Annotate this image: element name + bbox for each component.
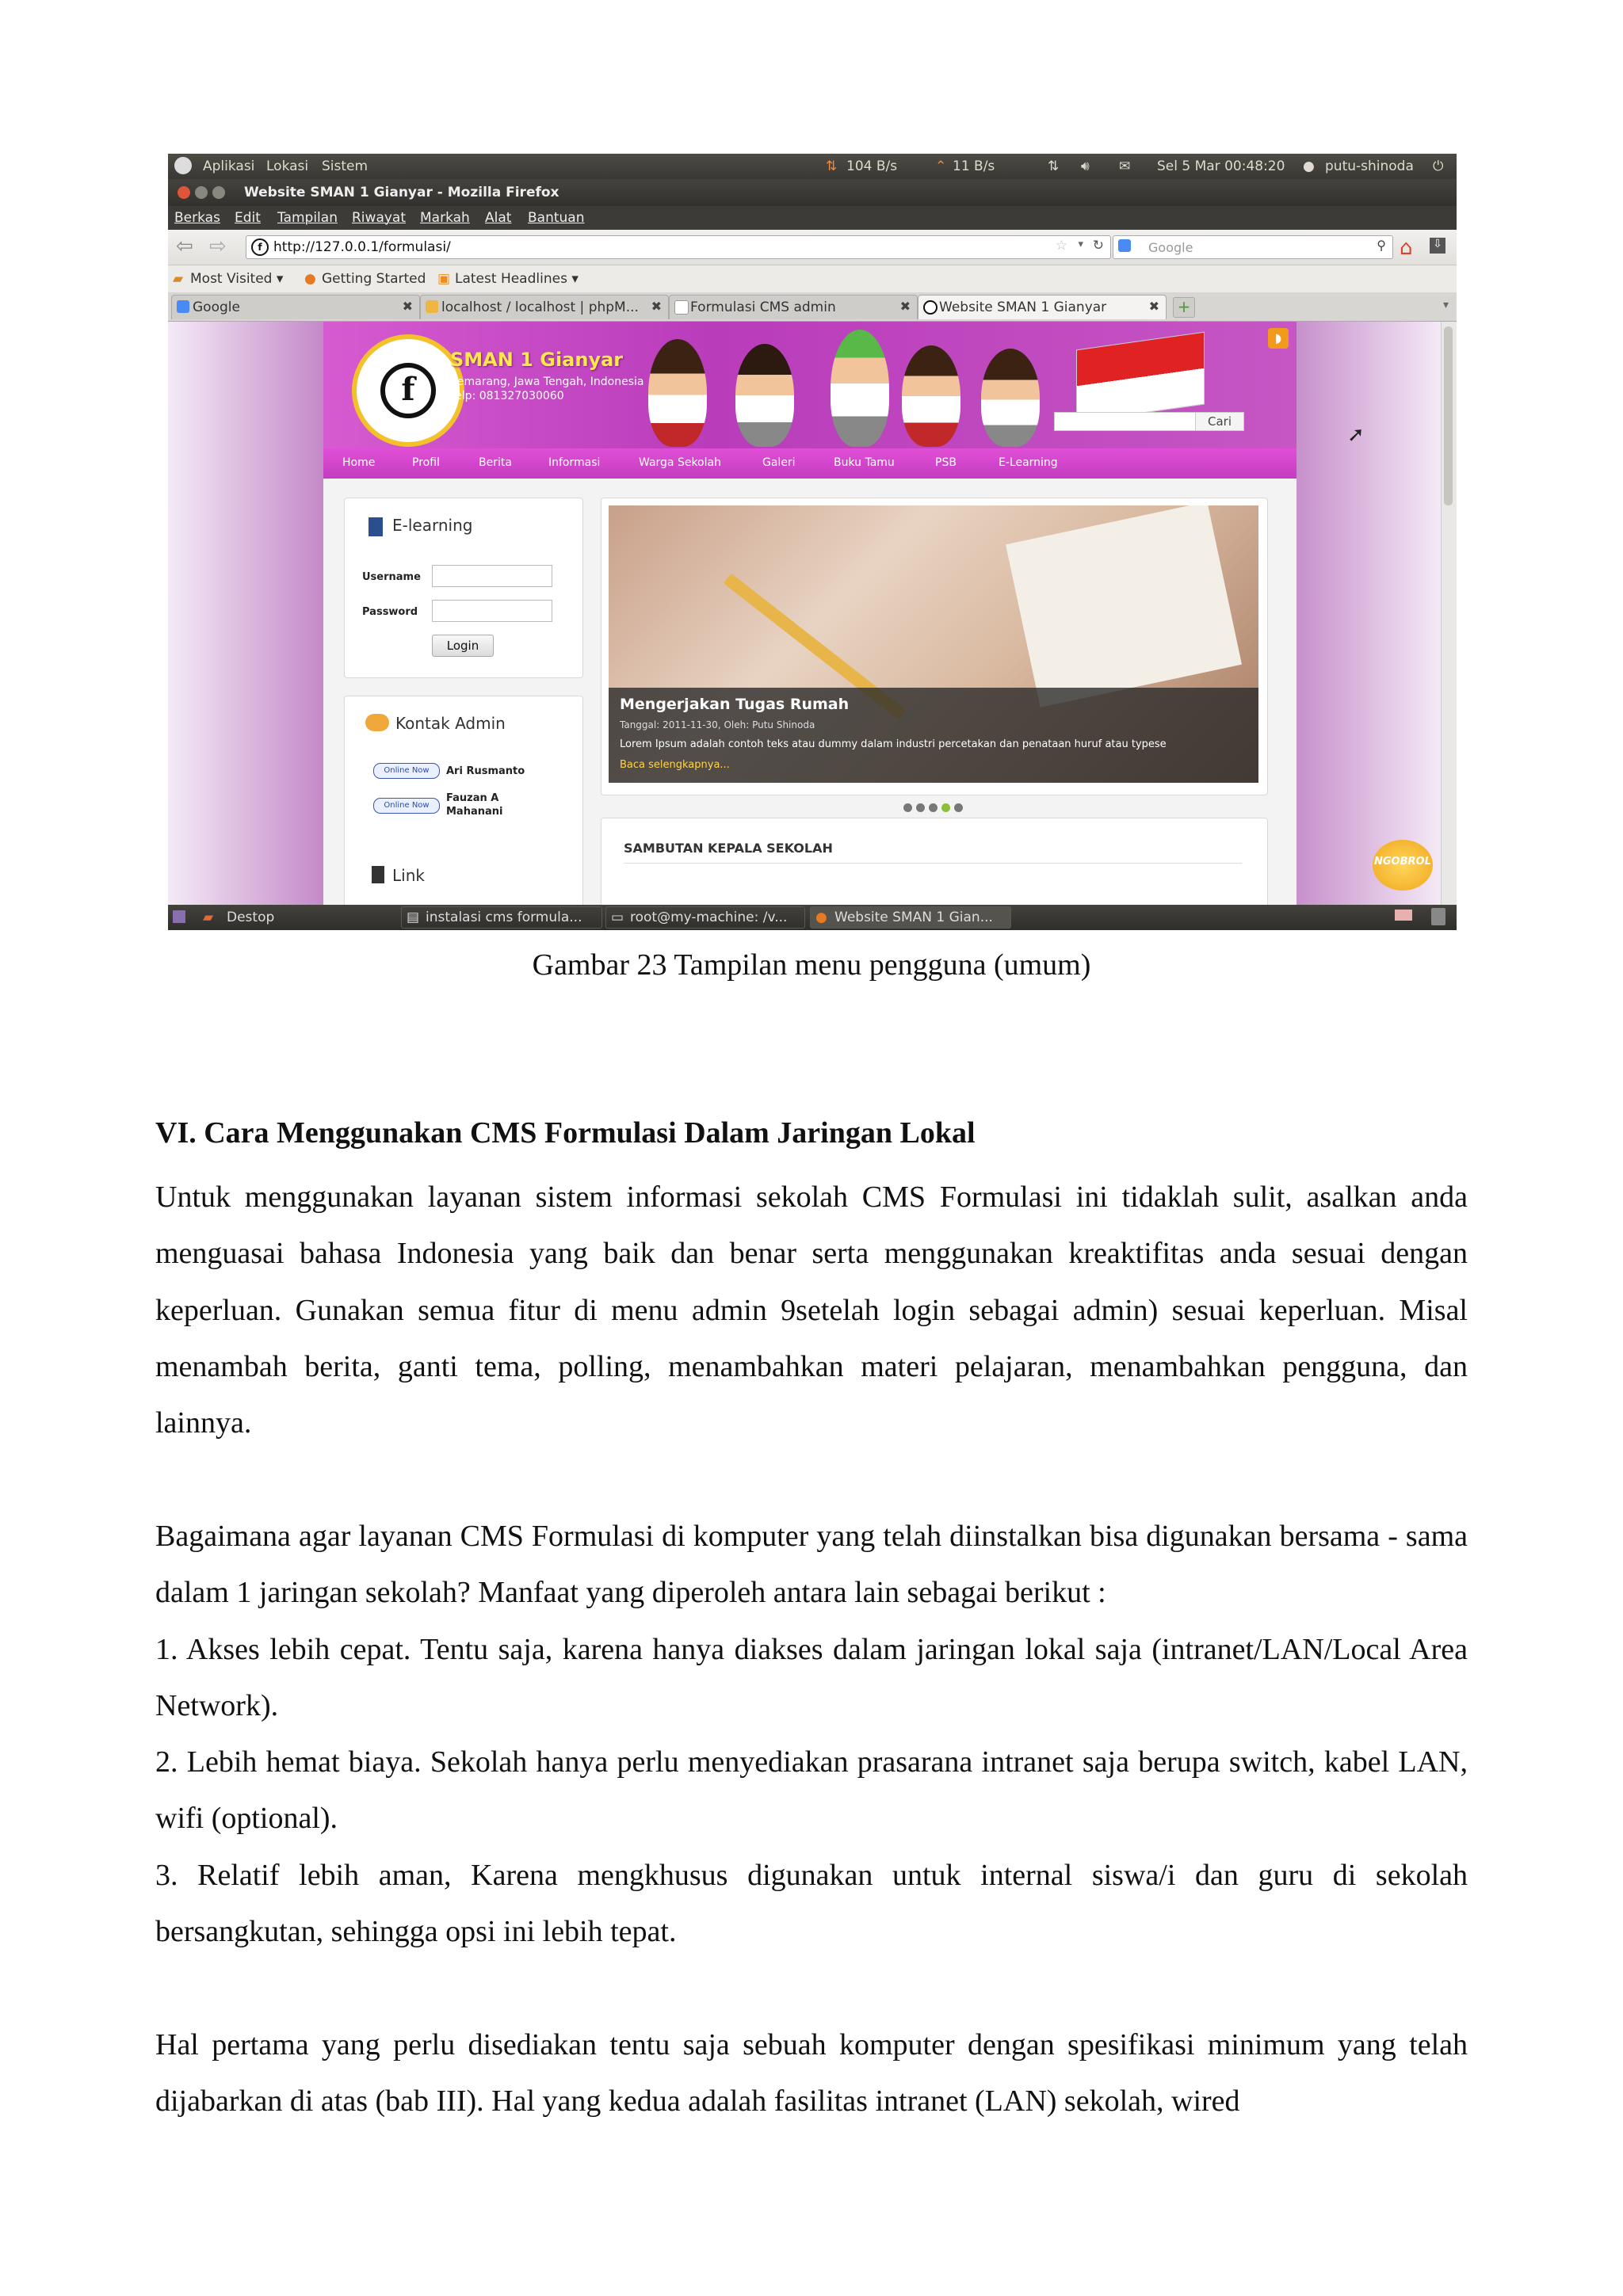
menu-tampilan[interactable]: Tampilan <box>277 210 338 226</box>
dropdown-icon[interactable]: ▾ <box>1078 238 1083 250</box>
net-up-speed: 11 B/s <box>953 158 995 174</box>
bookmark-star-icon[interactable]: ☆ <box>1055 238 1067 254</box>
volume-icon[interactable]: 🔊︎ <box>1081 158 1090 174</box>
search-placeholder: Google <box>1148 240 1193 255</box>
search-bar[interactable] <box>1113 235 1393 259</box>
cartoon-student-image <box>735 344 794 447</box>
menu-berkas[interactable]: Berkas <box>174 210 220 226</box>
task-firefox[interactable]: ● Website SMAN 1 Gian... <box>810 906 1011 929</box>
close-tab-icon[interactable]: ✖ <box>899 299 911 314</box>
slide-dot[interactable] <box>954 803 963 812</box>
site-header <box>323 322 1296 448</box>
panel-menu-aplikasi[interactable]: Aplikasi <box>203 158 255 174</box>
admin-name: Ari Rusmanto <box>446 765 525 777</box>
login-button[interactable]: Login <box>432 635 494 657</box>
task-instalasi[interactable]: ▤ instalasi cms formula... <box>401 906 602 929</box>
close-icon[interactable] <box>178 186 190 199</box>
menu-markah[interactable]: Markah <box>420 210 470 226</box>
tab-website-sman[interactable] <box>918 295 1167 319</box>
menu-edit[interactable]: Edit <box>235 210 261 226</box>
maximize-icon[interactable] <box>212 186 225 199</box>
tab-list-icon[interactable]: ▾ <box>1442 299 1449 311</box>
downloads-icon[interactable]: ⇩ <box>1430 238 1445 254</box>
online-status-badge[interactable]: Online Now <box>373 763 440 779</box>
panel-menu-sistem[interactable]: Sistem <box>322 158 369 174</box>
bookmark-getting-started[interactable]: Getting Started <box>322 271 426 287</box>
list-item: 3. Relatif lebih aman, Karena mengkhusus digunakan untuk internal siswa/i dan guru di sekolah bersangkutan, sehingga opsi ini lebih tepat. <box>155 1858 1468 1949</box>
terminal-icon: ▭ <box>611 910 624 925</box>
school-logo[interactable]: f <box>352 334 464 447</box>
site-phone: Telp: 081327030060 <box>450 390 564 402</box>
password-label: Password <box>362 606 418 618</box>
username-label: Username <box>362 571 421 583</box>
bookmarks-toolbar <box>168 265 1457 292</box>
menu-galeri[interactable]: Galeri <box>762 456 796 469</box>
folder-icon: ▰ <box>173 271 184 287</box>
ngobrol-chat-button[interactable] <box>1373 840 1433 891</box>
close-tab-icon[interactable]: ✖ <box>1148 299 1159 314</box>
ubuntu-bottom-panel <box>168 905 1457 930</box>
window-title: Website SMAN 1 Gianyar - Mozilla Firefox <box>244 185 559 200</box>
url-text: http://127.0.0.1/formulasi/ <box>273 239 451 255</box>
site-name: SMAN 1 Gianyar <box>450 349 624 371</box>
school-website <box>323 322 1296 905</box>
site-search-button[interactable]: Cari <box>1195 412 1244 431</box>
tab-phpmyadmin[interactable] <box>420 295 669 319</box>
book-icon <box>369 517 383 536</box>
network-icon[interactable]: ⇅ <box>1048 158 1060 174</box>
close-tab-icon[interactable]: ✖ <box>651 299 662 314</box>
figure-caption: Gambar 23 Tampilan menu pengguna (umum) <box>532 948 1091 982</box>
slideshow-pagination <box>903 800 967 815</box>
menu-warga-sekolah[interactable]: Warga Sekolah <box>639 456 721 469</box>
task-terminal[interactable]: ▭ root@my-machine: /v... <box>605 906 805 929</box>
ngobrol-label: NGOBROL <box>1374 856 1431 868</box>
rss-icon[interactable]: ◗ <box>1268 328 1289 349</box>
bookmark-most-visited[interactable]: Most Visited ▾ <box>190 271 284 287</box>
menu-profil[interactable]: Profil <box>412 456 440 469</box>
slide-dot[interactable] <box>941 803 950 812</box>
url-bar[interactable] <box>246 235 1111 259</box>
sambutan-box <box>601 818 1268 905</box>
slide-dot[interactable] <box>903 803 912 812</box>
document-icon: ▤ <box>407 910 420 925</box>
power-icon[interactable]: ⏻ <box>1433 158 1444 174</box>
menu-buku-tamu[interactable]: Buku Tamu <box>834 456 895 469</box>
menu-riwayat[interactable]: Riwayat <box>352 210 406 226</box>
cartoon-student-image <box>831 330 889 447</box>
home-icon[interactable]: ⌂ <box>1400 236 1413 260</box>
kontak-admin-title: Kontak Admin <box>395 714 506 733</box>
folder-icon: ▰ <box>203 910 214 925</box>
tab-label: Google <box>193 299 240 315</box>
tab-strip <box>168 292 1457 322</box>
menu-home[interactable]: Home <box>342 456 376 469</box>
net-down-icon: ⇅ <box>826 158 838 174</box>
page-icon <box>674 300 689 315</box>
net-down-speed: 104 B/s <box>846 158 898 174</box>
admin-name: Fauzan A Mahanani <box>446 792 503 818</box>
trash-icon[interactable] <box>1431 908 1445 925</box>
phpmyadmin-icon <box>426 300 438 313</box>
slideshow-image[interactable] <box>609 505 1258 783</box>
cartoon-student-image <box>902 345 960 447</box>
firefox-menubar <box>168 206 1457 230</box>
clock[interactable]: Sel 5 Mar 00:48:20 <box>1157 158 1285 174</box>
window-titlebar <box>168 179 1457 206</box>
mouse-cursor-icon: ➚ <box>1347 423 1365 447</box>
reload-icon[interactable]: ↻ <box>1092 238 1104 254</box>
chat-icon <box>365 714 389 731</box>
elearning-login-box <box>344 498 583 678</box>
vertical-scrollbar[interactable] <box>1441 322 1457 905</box>
rss-icon: ▣ <box>437 271 451 287</box>
user-icon: ● <box>1303 158 1315 174</box>
ubuntu-top-panel <box>168 154 1457 179</box>
task-destop[interactable]: Destop <box>227 910 275 925</box>
tab-label: Website SMAN 1 Gianyar <box>939 299 1107 315</box>
firefox-icon: ● <box>304 271 316 287</box>
forward-icon[interactable]: ⇨ <box>209 235 227 258</box>
slide-caption <box>609 688 1258 783</box>
menu-informasi[interactable]: Informasi <box>548 456 601 469</box>
google-icon[interactable] <box>1118 239 1131 252</box>
cartoon-student-image <box>981 349 1040 447</box>
mail-icon[interactable]: ✉ <box>1119 158 1131 174</box>
link-icon <box>372 866 384 883</box>
tab-formulasi-admin[interactable] <box>669 295 918 319</box>
user-name[interactable]: putu-shinoda <box>1325 158 1414 174</box>
bookmark-latest-headlines[interactable]: Latest Headlines ▾ <box>455 271 579 287</box>
paragraph-text: Bagaimana agar layanan CMS Formulasi di komputer yang telah diinstalkan bisa digunakan bersama - sama dalam 1 jaringan sekolah? Manfaat yang diperoleh antara lain sebagai berikut : <box>155 1520 1468 1610</box>
navigation-toolbar <box>168 230 1457 265</box>
kontak-admin-box <box>344 696 583 905</box>
firefox-icon: ● <box>815 910 827 925</box>
link-title: Link <box>392 866 425 885</box>
slide-dot[interactable] <box>929 803 938 812</box>
close-tab-icon[interactable]: ✖ <box>402 299 413 314</box>
cartoon-student-image <box>648 339 707 447</box>
workspace-switcher-icon[interactable] <box>1395 910 1412 921</box>
list-item: 1. Akses lebih cepat. Tentu saja, karena hanya diakses dalam jaringan lokal saja (intranet/LAN/Local Area Network). <box>155 1632 1468 1722</box>
new-tab-icon[interactable]: + <box>1173 297 1195 318</box>
google-icon <box>177 300 189 313</box>
slide-title[interactable]: Mengerjakan Tugas Rumah <box>620 696 850 713</box>
slide-meta: Tanggal: 2011-11-30, Oleh: Putu Shinoda <box>620 719 815 730</box>
sambutan-title: SAMBUTAN KEPALA SEKOLAH <box>624 841 833 856</box>
search-icon[interactable]: ⚲ <box>1377 238 1386 253</box>
site-search-input[interactable] <box>1054 412 1198 431</box>
back-icon[interactable]: ⇦ <box>176 235 193 258</box>
menu-berita[interactable]: Berita <box>479 456 512 469</box>
paragraph-1 <box>155 1169 1468 1451</box>
paragraph-text: Untuk menggunakan layanan sistem informasi sekolah CMS Formulasi ini tidaklah sulit, asalkan anda menguasai bahasa Indonesia yang baik dan benar serta menggunakan kreaktifitas anda sesuai dengan keperluan. Gunakan semua fitur di menu admin 9setelah login sebagai admin) sesuai keperluan. Misal menambah berita, ganti tema, polling, menambahkan materi pelajaran, menambahkan pengguna, dan lainnya. <box>155 1180 1468 1440</box>
paragraph-text: Hal pertama yang perlu disediakan tentu saja sebuah komputer dengan spesifikasi minimum yang telah dijabarkan di atas (bab III). Hal yang kedua adalah fasilitas intranet (LAN) sekolah, wired <box>155 2028 1468 2119</box>
list-item: 2. Lebih hemat biaya. Sekolah hanya perlu menyediakan prasarana intranet saja berupa switch, kabel LAN, wifi (optional). <box>155 1745 1468 1836</box>
minimize-icon[interactable] <box>195 186 208 199</box>
show-desktop-icon[interactable] <box>173 910 185 923</box>
site-main-menu <box>323 448 1296 479</box>
slide-text: Lorem Ipsum adalah contoh teks atau dummy dalam industri percetakan dan penataan huruf atau typese <box>620 738 1167 750</box>
site-favicon-icon: f <box>251 238 269 256</box>
tab-label: localhost / localhost | phpM... <box>441 299 639 315</box>
tab-label: Formulasi CMS admin <box>690 299 836 315</box>
menu-e-learning[interactable]: E-Learning <box>999 456 1058 469</box>
username-input[interactable] <box>432 565 552 587</box>
screenshot-figure <box>168 154 1457 930</box>
site-favicon-icon <box>923 300 938 315</box>
slide-read-more-link[interactable]: Baca selengkapnya... <box>620 759 730 771</box>
menu-alat[interactable]: Alat <box>485 210 512 226</box>
slide-dot[interactable] <box>916 803 925 812</box>
section-heading: VI. Cara Menggunakan CMS Formulasi Dalam Jaringan Lokal <box>155 1116 976 1150</box>
tab-google[interactable] <box>171 295 420 319</box>
scrollbar-thumb[interactable] <box>1444 326 1453 505</box>
paragraph-2 <box>155 1508 1468 1960</box>
panel-menu-lokasi[interactable]: Lokasi <box>266 158 309 174</box>
divider <box>624 863 1242 864</box>
paragraph-3 <box>155 2017 1468 2130</box>
password-input[interactable] <box>432 600 552 622</box>
menu-bantuan[interactable]: Bantuan <box>528 210 585 226</box>
net-up-icon: ⌃ <box>935 158 947 174</box>
site-address: Semarang, Jawa Tengah, Indonesia <box>450 376 644 388</box>
browser-viewport <box>168 322 1442 905</box>
ubuntu-logo-icon[interactable] <box>174 157 192 174</box>
menu-psb[interactable]: PSB <box>935 456 957 469</box>
elearning-title: E-learning <box>392 516 473 535</box>
indonesian-flag-image <box>1076 332 1205 423</box>
online-status-badge[interactable]: Online Now <box>373 798 440 814</box>
